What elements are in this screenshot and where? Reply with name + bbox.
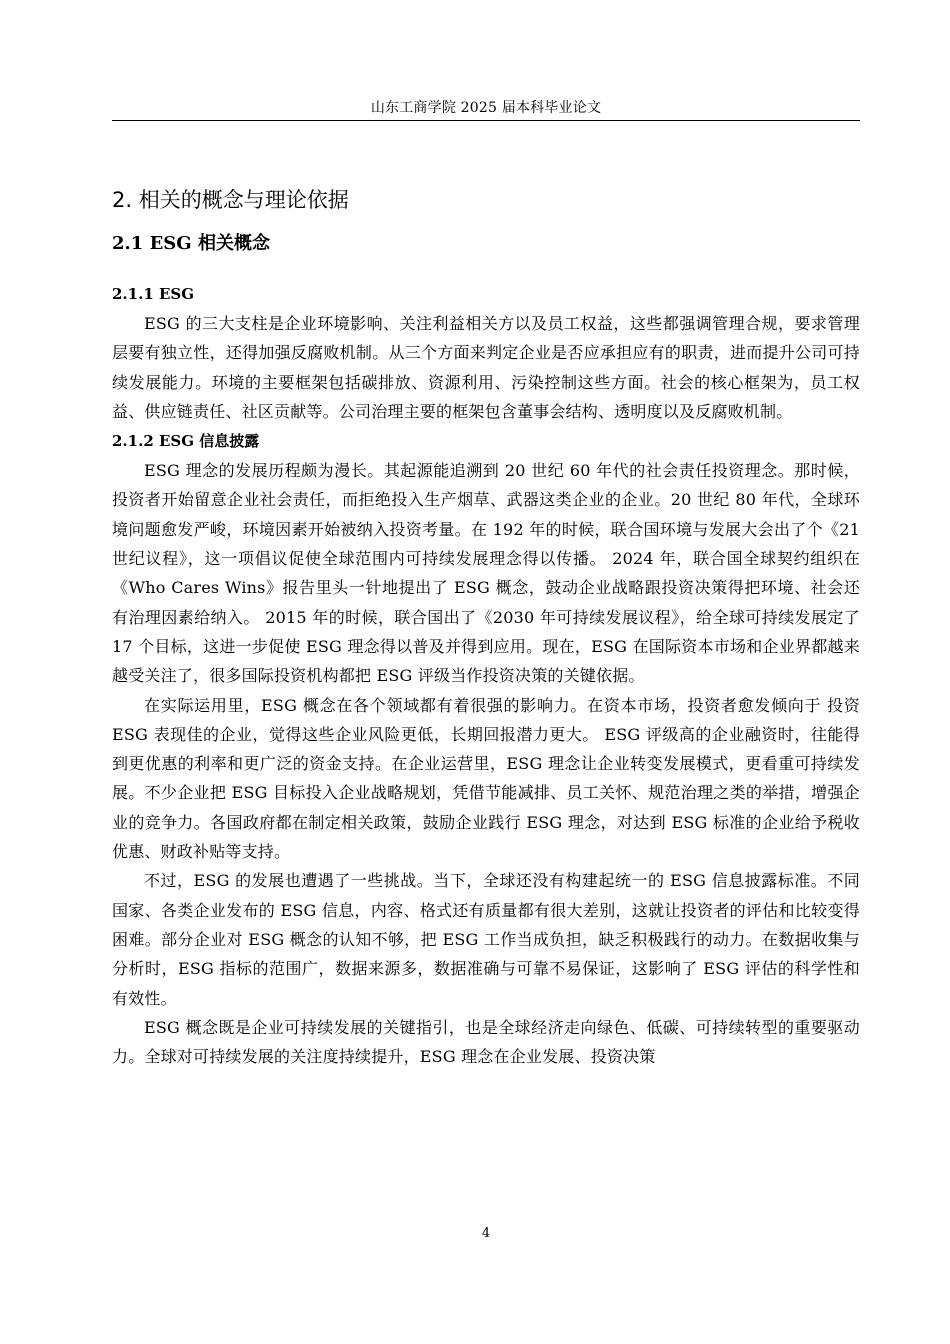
subsection-title: 2.1.1 ESG [112, 285, 195, 303]
paragraph: ESG 的三大支柱是企业环境影响、关注利益相关方以及员工权益，这些都强调管理合规，要求管理层要有独立性，还得加强反腐败机制。从三个方面来判定企业是否应承担应有的职责，进而提升公司可持续发展能力。环境的主要框架包括碳排放、资源利用、污染控制这些方面。社会的核心框架为，员工权益、供应链责任、社区贡献等。公司治理主要的框架包含董事会结构、透明度以及反腐败机制。 [112, 314, 860, 421]
paragraph: 不过，ESG 的发展也遭遇了一些挑战。当下，全球还没有构建起统一的 ESG 信息披露标准。不同国家、各类企业发布的 ESG 信息，内容、格式还有质量都有很大差别，这就让投资者的评估和比较变得困难。部分企业对 ESG 概念的认知不够，把 ESG 工作当成负担，缺乏积极践行的动力。在数据收集与分析时，ESG 指标的范围广，数据来源多，数据准确与可靠不易保证，这影响了 ESG 评估的科学性和有效性。 [112, 871, 860, 1008]
paragraph: ESG 理念的发展历程颇为漫长。其起源能追溯到 20 世纪 60 年代的社会责任投资理念。那时候，投资者开始留意企业社会责任，而拒绝投入生产烟草、武器这类企业的企业。20 世纪 80 年代，全球环境问题愈发严峻，环境因素开始被纳入投资考量。在 192 年的时候，联合国环境与发展大会出了个《21 世纪议程》，这一项倡议促使全球范围内可持续发展理念得以传播。 2024 年，联合国全球契约组织在《Who Cares Wins》报告里头一针地提出了 ESG 概念，鼓动企业战略跟投资决策得把环境、社会还有治理因素给纳入。 2015 年的时候，联合国出了《2030 年可持续发展议程》，给全球可持续发展定了 17 个目标，这进一步促使 ESG 理念得以普及并得到应用。现在，ESG 在国际资本市场和企业界都越来越受关注了，很多国际投资机构都把 ESG 评级当作投资决策的关键依据。 [112, 461, 860, 686]
section-title: 2.1 ESG 相关概念 [112, 233, 270, 254]
page-number: 4 [481, 1226, 491, 1241]
chapter-title: 2. 相关的概念与理论依据 [112, 188, 349, 212]
page-content [112, 185, 860, 1071]
document-page [112, 0, 860, 1344]
paragraph: 在实际运用里，ESG 概念在各个领域都有着很强的影响力。在资本市场，投资者愈发倾向于 投资 ESG 表现佳的企业，觉得这些企业风险更低，长期回报潜力更大。 ESG 评级高的企业融资时，往能得到更优惠的利率和更广泛的资金支持。在企业运营里，ESG 理念让企业转变发展模式，更看重可持续发展。不少企业把 ESG 目标投入企业战略规划，凭借节能减排、员工关怀、规范治理之类的举措，增强企业的竞争力。各国政府都在制定相关政策，鼓励企业践行 ESG 理念，对达到 ESG 标准的企业给予税收优惠、财政补贴等支持。 [112, 695, 860, 862]
header-rule [112, 120, 860, 121]
paragraph: ESG 概念既是企业可持续发展的关键指引，也是全球经济走向绿色、低碳、可持续转型的重要驱动力。全球对可持续发展的关注度持续提升，ESG 理念在企业发展、投资决策 [112, 1017, 860, 1067]
subsection-title: 2.1.2 ESG 信息披露 [112, 432, 260, 451]
running-header: 山东工商学院 2025 届本科毕业论文 [370, 100, 602, 116]
